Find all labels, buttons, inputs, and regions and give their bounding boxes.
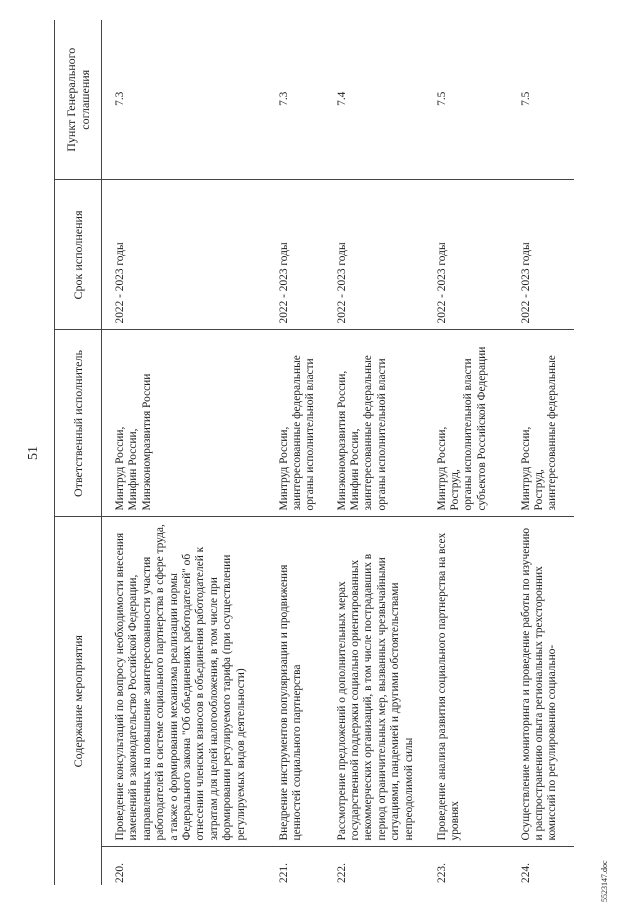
header-point: Пункт Генерального соглашения <box>55 20 102 180</box>
executor-line: заинтересованные федеральные органы исполнительной власти <box>290 355 317 511</box>
row-content: Внедрение инструментов популяризации и продвижения ценностей социального партнерства <box>266 517 324 847</box>
executor-line: Минтруд России, <box>277 426 290 511</box>
row-executor <box>102 330 266 517</box>
header-row <box>55 20 102 885</box>
executor-line: Роструд, <box>532 469 545 511</box>
row-point: 7.3 <box>266 20 324 180</box>
row-content: Осуществление мониторинга и проведение работы по изучению и распространению опыта региональных трехсторонних комиссий по регулированию социально- <box>508 517 574 847</box>
executor-line: Минтруд России, <box>519 426 532 511</box>
row-content: Проведение анализа развития социального партнерства на всех уровнях <box>424 517 508 847</box>
row-executor <box>324 330 424 517</box>
executor-line: заинтересованные федеральные <box>546 355 559 511</box>
header-content: Содержание мероприятия <box>55 517 102 885</box>
executor-line: Минтруд России, <box>435 426 448 511</box>
document-footer: 5523147.doc <box>600 860 609 902</box>
row-point: 7.3 <box>102 20 266 180</box>
row-content: Проведение консультаций по вопросу необходимости внесения изменений в законодательство Российской Федерации, направленных на повышение заинтересованности участия работодателей в системе социального партнерства в сфере труда, а также о формировании механизма реализации нормы Федерального закона "Об объединениях работодателей" об отнесении членских взносов в объединения работодателей к затратам для целей налогообложения, в том числе при формировании регулируемого тарифа (при осуществлении регулируемых видов деятельности) <box>102 517 266 847</box>
table-row <box>324 20 424 885</box>
header-executor: Ответственный исполнитель <box>55 330 102 517</box>
plan-table <box>54 20 574 885</box>
row-term: 2022 - 2023 годы <box>102 180 266 330</box>
row-executor <box>266 330 324 517</box>
row-point: 7.5 <box>508 20 574 180</box>
row-point: 7.4 <box>324 20 424 180</box>
table-row <box>102 20 266 885</box>
executor-line: Минэкономразвития России, <box>335 370 348 511</box>
row-number: 223. <box>435 863 448 883</box>
table-row <box>424 20 508 885</box>
page-number: 51 <box>26 446 41 460</box>
row-executor <box>508 330 574 517</box>
executor-line: Минфин России, <box>348 428 361 511</box>
row-term: 2022 - 2023 годы <box>266 180 324 330</box>
executor-line: заинтересованные федеральные органы исполнительной власти <box>362 355 388 511</box>
executor-line: Минэкономразвития России <box>140 373 153 511</box>
row-number: 220. <box>114 863 126 883</box>
row-executor <box>424 330 508 517</box>
table-row <box>266 20 324 885</box>
row-term: 2022 - 2023 годы <box>424 180 508 330</box>
row-point: 7.5 <box>424 20 508 180</box>
executor-line: органы исполнительной власти субъектов Российской Федерации <box>462 346 488 511</box>
row-term: 2022 - 2023 годы <box>508 180 574 330</box>
executor-line: Минфин России, <box>127 428 140 511</box>
executor-line: Минтруд России, <box>114 426 126 511</box>
row-number: 221. <box>277 863 290 883</box>
row-term: 2022 - 2023 годы <box>324 180 424 330</box>
table-row <box>508 20 574 885</box>
header-term: Срок исполнения <box>55 180 102 330</box>
row-number: 224. <box>519 863 532 883</box>
executor-line: Роструд, <box>448 469 461 511</box>
row-content: Рассмотрение предложений о дополнительных мерах государственной поддержки социально ориентированных некоммерческих организаций, в том числе пострадавших в период ограничительных мер, вызванных чрезвычайными ситуациями, пандемией и другими обстоятельствами непреодолимой силы <box>324 517 424 847</box>
row-number: 222. <box>335 863 348 883</box>
